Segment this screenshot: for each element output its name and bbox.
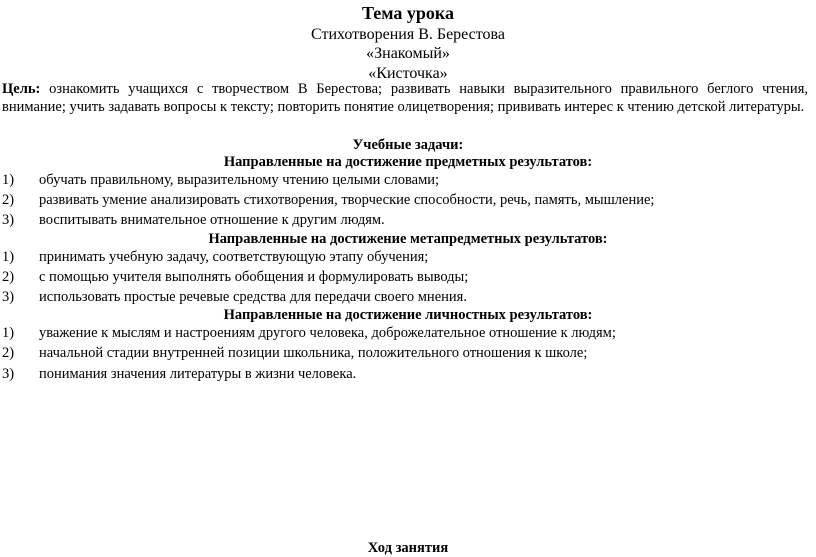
poem-title-1: «Знакомый» xyxy=(366,45,450,62)
goal-label: Цель: xyxy=(2,81,41,97)
list-item xyxy=(2,324,802,342)
list-item-text: с помощью учителя выполнять обобщения и формулировать выводы; xyxy=(39,269,469,285)
lesson-progress-heading: Ход занятия xyxy=(367,540,449,556)
list-item-text: уважение к мыслям и настроениям другого человека, доброжелательное отношение к людям; xyxy=(39,325,616,341)
list-item-number: 2) xyxy=(2,192,15,208)
list-item xyxy=(2,191,802,209)
list-item-text: начальной стадии внутренней позиции школьника, положительного отношения к школе; xyxy=(39,345,588,361)
list-item-number: 2) xyxy=(2,345,15,361)
list-item-text: развивать умение анализировать стихотворения, творческие способности, речь, память, мышление; xyxy=(39,192,655,208)
section-heading-subject: Направленные на достижение предметных результатов: xyxy=(223,154,593,170)
list-item xyxy=(2,171,802,189)
list-item-text: обучать правильному, выразительному чтению целыми словами; xyxy=(39,172,440,188)
list-item-number: 1) xyxy=(2,249,15,265)
list-item xyxy=(2,268,802,286)
tasks-heading: Учебные задачи: xyxy=(352,137,464,153)
list-item-text: воспитывать внимательное отношение к другим людям. xyxy=(39,212,385,228)
poem-title-2: «Кисточка» xyxy=(368,65,448,82)
list-item-number: 1) xyxy=(2,325,15,341)
list-item xyxy=(2,248,802,266)
lesson-subtitle: Стихотворения В. Берестова xyxy=(310,26,505,43)
section-heading-personal: Направленные на достижение личностных результатов: xyxy=(223,307,593,323)
lesson-goal xyxy=(2,80,808,116)
list-item-number: 3) xyxy=(2,212,15,228)
list-item-number: 3) xyxy=(2,289,15,305)
list-item xyxy=(2,365,802,383)
list-item xyxy=(2,344,802,362)
list-item-text: понимания значения литературы в жизни человека. xyxy=(39,366,357,382)
list-item-text: принимать учебную задачу, соответствующую этапу обучения; xyxy=(39,249,429,265)
list-item-text: использовать простые речевые средства для передачи своего мнения. xyxy=(39,289,467,305)
list-item-number: 3) xyxy=(2,366,15,382)
list-item-number: 1) xyxy=(2,172,15,188)
page-title: Тема урока xyxy=(361,3,455,23)
list-item xyxy=(2,211,802,229)
goal-text: ознакомить учащихся с творчеством В Берестова; развивать навыки выразительного правильного беглого чтения, внимание; учить задавать вопросы к тексту; повторить понятие олицетворения; прививать интерес к чтению детской литературы. xyxy=(2,81,808,115)
list-item xyxy=(2,288,802,306)
section-heading-metasubject: Направленные на достижение метапредметных результатов: xyxy=(208,231,608,247)
list-item-number: 2) xyxy=(2,269,15,285)
